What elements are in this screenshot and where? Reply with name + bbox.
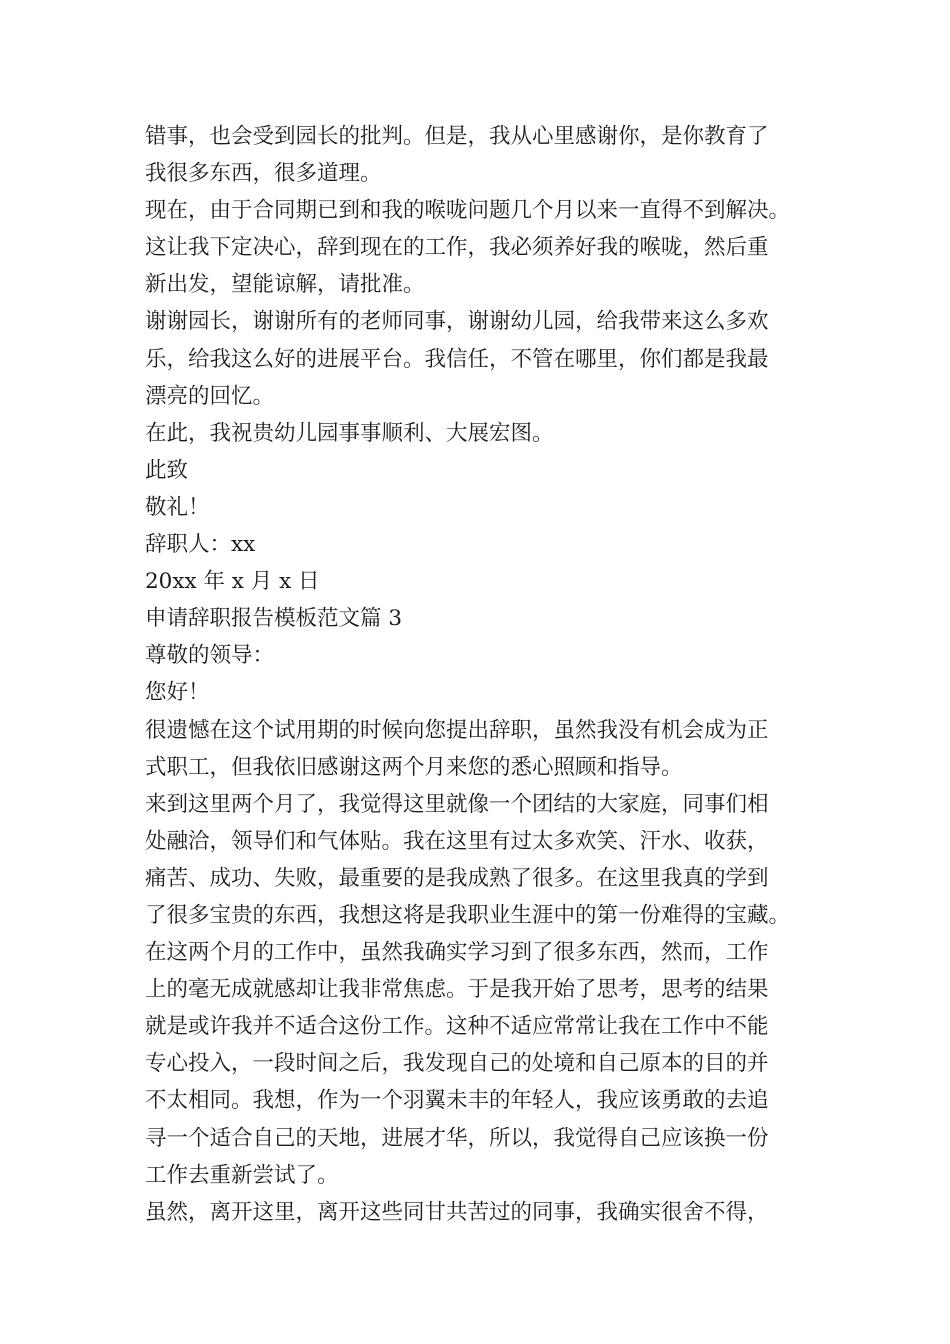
text-line: 专心投入，一段时间之后，我发现自己的处境和自己原本的目的并 — [145, 1051, 769, 1077]
text-line: 很遗憾在这个试用期的时候向您提出辞职，虽然我没有机会成为正 — [145, 717, 769, 743]
text-line: 式职工，但我依旧感谢这两个月来您的悉心照顾和指导。 — [145, 754, 683, 780]
closing-line: 敬礼！ — [145, 494, 210, 520]
salutation-line: 尊敬的领导： — [145, 643, 275, 669]
text-line: 新出发，望能谅解，请批准。 — [145, 272, 425, 298]
date-line: 20xx 年 x 月 x 日 — [145, 569, 320, 595]
text-line: 谢谢园长，谢谢所有的老师同事，谢谢幼儿园，给我带来这么多欢 — [145, 309, 769, 335]
text-line: 来到这里两个月了，我觉得这里就像一个团结的大家庭，同事们相 — [145, 791, 769, 817]
text-line: 不太相同。我想，作为一个羽翼未丰的年轻人，我应该勇敢的去追 — [145, 1088, 769, 1114]
text-line: 在此，我祝贵幼儿园事事顺利、大展宏图。 — [145, 420, 554, 446]
text-line: 错事，也会受到园长的批判。但是，我从心里感谢你，是你教育了 — [145, 124, 769, 149]
text-line: 工作去重新尝试了。 — [145, 1162, 339, 1188]
text-line: 漂亮的回忆。 — [145, 383, 275, 409]
closing-line: 此致 — [145, 457, 189, 483]
text-line: 了很多宝贵的东西，我想这将是我职业生涯中的第一份难得的宝藏。 — [145, 902, 791, 928]
text-line: 在这两个月的工作中，虽然我确实学习到了很多东西，然而，工作 — [145, 940, 769, 966]
text-line: 寻一个适合自己的天地，进展才华，所以，我觉得自己应该换一份 — [145, 1125, 769, 1151]
text-line: 现在，由于合同期已到和我的喉咙问题几个月以来一直得不到解决。 — [145, 198, 791, 224]
text-line: 这让我下定决心，辞到现在的工作，我必须养好我的喉咙，然后重 — [145, 235, 769, 261]
text-line: 虽然，离开这里，离开这些同甘共苦过的同事，我确实很舍不得， — [145, 1199, 769, 1225]
text-line: 乐，给我这么好的进展平台。我信任，不管在哪里，你们都是我最 — [145, 346, 769, 372]
text-line: 痛苦、成功、失败，最重要的是我成熟了很多。在这里我真的学到 — [145, 865, 769, 891]
text-line: 就是或许我并不适合这份工作。这种不适应常常让我在工作中不能 — [145, 1014, 769, 1040]
text-line: 我很多东西，很多道理。 — [145, 161, 382, 187]
signature-line: 辞职人：xx — [145, 532, 256, 558]
text-line: 上的毫无成就感却让我非常焦虑。于是我开始了思考，思考的结果 — [145, 977, 769, 1003]
greeting-line: 您好！ — [145, 680, 210, 706]
section-title: 申请辞职报告模板范文篇 3 — [145, 606, 403, 632]
text-line: 处融洽，领导们和气体贴。我在这里有过太多欢笑、汗水、收获， — [145, 828, 769, 854]
document-body — [145, 118, 835, 1231]
